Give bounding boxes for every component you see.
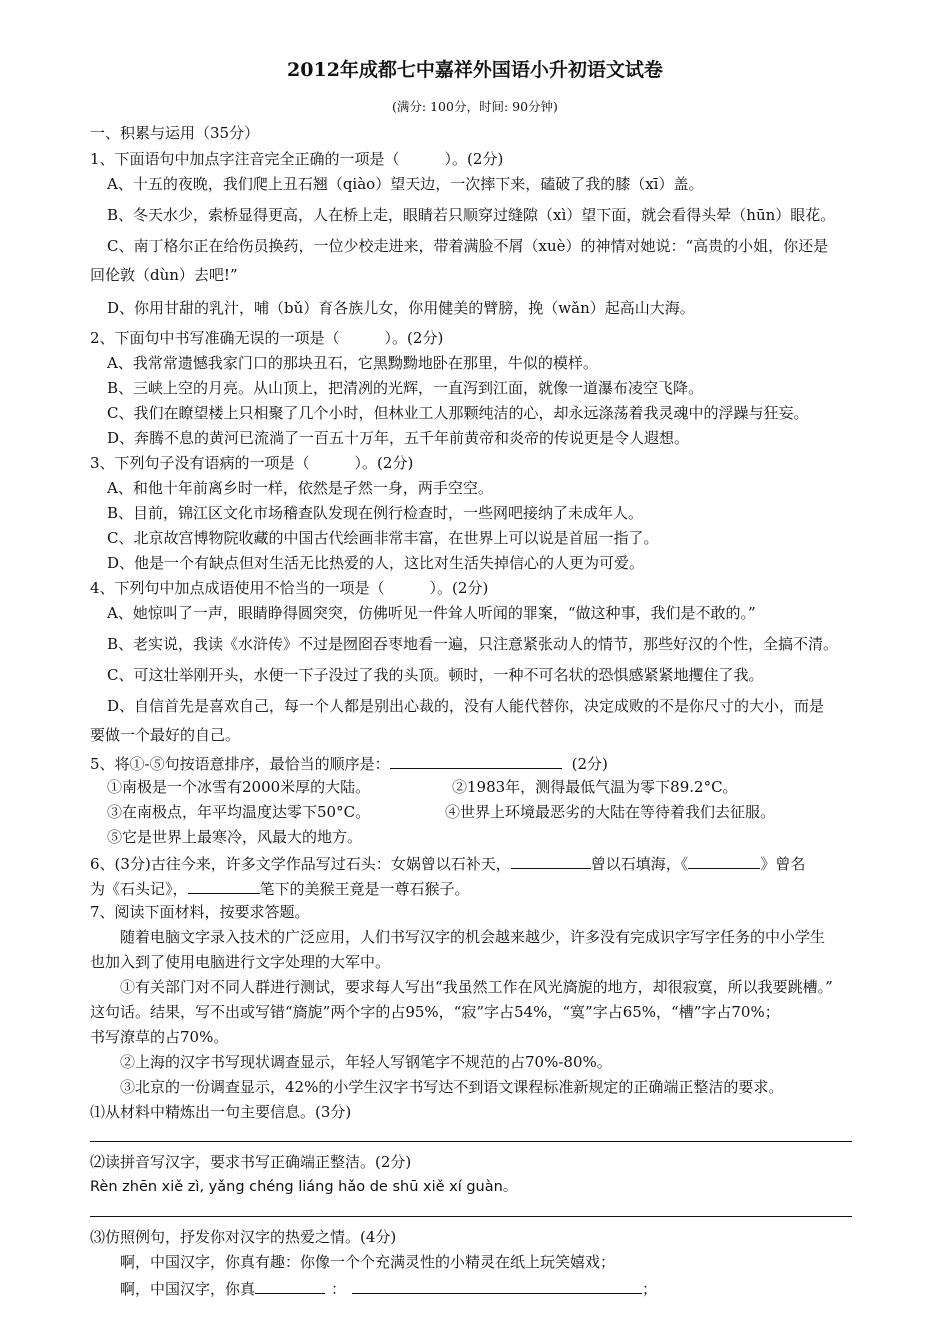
q7-imitation-end: ；	[642, 1280, 658, 1298]
q5-score: (2分)	[571, 755, 608, 773]
q7-stem: 7、阅读下面材料，按要求答题。	[90, 903, 310, 921]
q6-text-2: 曾以石填海，《	[590, 855, 689, 873]
q5-answer-blank[interactable]	[390, 752, 562, 769]
q7-para-4: ③北京的一份调查显示，42%的小学生汉字书写达不到语文课程标准新规定的正确端正整洁的要求。	[120, 1078, 784, 1096]
q1-option-d: D、你用甘甜的乳汁，哺（bǔ）育各族儿女，你用健美的臂膀，挽（wǎn）起高山大海。	[107, 299, 695, 317]
q7-answer-line-2[interactable]	[90, 1216, 852, 1217]
q6-text-5: 笔下的美猴王竟是一尊石猴子。	[259, 880, 470, 898]
q4-option-d-cont: 要做一个最好的自己。	[90, 726, 241, 744]
q3-option-a: A、和他十年前离乡时一样，依然是孑然一身，两手空空。	[107, 479, 493, 497]
q7-imitation-line	[120, 1277, 657, 1299]
q7-imitation-blank-1[interactable]	[255, 1277, 325, 1294]
q7-para-3: ②上海的汉字书写现状调查显示，年轻人写钢笔字不规范的占70%-80%。	[120, 1053, 612, 1071]
q3-option-d: D、他是一个有缺点但对生活无比热爱的人，这比对生活失掉信心的人更为可爱。	[107, 554, 645, 572]
section-heading: 一、积累与运用（35分）	[90, 124, 260, 142]
q5-sentence-1: ①南极是一个冰雪有2000米厚的大陆。	[107, 778, 371, 796]
q1-option-a: A、十五的夜晚，我们爬上丑石翘（qiào）望天边，一次摔下来，磕破了我的膝（xī）盖。	[107, 175, 704, 193]
q6-blank-1[interactable]	[511, 852, 591, 869]
q6-line-1	[90, 852, 805, 874]
q7-imitation-blank-2[interactable]	[352, 1277, 642, 1294]
q5-stem-text: 5、将①-⑤句按语意排序，最恰当的顺序是：	[90, 755, 390, 773]
q3-stem: 3、下列句子没有语病的一项是（ ）。(2分)	[90, 454, 414, 472]
q7-para-2: ①有关部门对不同人群进行测试，要求每人写出“我虽然工作在风光旖旎的地方，却很寂寞，所以我要跳槽。”	[120, 978, 833, 996]
q6-blank-2[interactable]	[688, 852, 760, 869]
q7-sub-3: ⑶仿照例句，抒发你对汉字的热爱之情。(4分)	[90, 1228, 397, 1246]
exam-title: 2012年成都七中嘉祥外国语小升初语文试卷	[287, 59, 663, 81]
q3-option-b: B、目前，锦江区文化市场稽查队发现在例行检查时，一些网吧接纳了未成年人。	[107, 504, 644, 522]
q7-para-2-end: 书写潦草的占70%。	[90, 1028, 229, 1046]
q4-option-d: D、自信首先是喜欢自己，每一个人都是别出心裁的，没有人能代替你，决定成败的不是你尺寸的大小，而是	[107, 697, 825, 715]
q5-stem	[90, 752, 608, 774]
q1-option-b: B、冬天水少，索桥显得更高，人在桥上走，眼睛若只顺穿过缝隙（xì）望下面，就会看得头晕（hūn）眼花。	[107, 206, 836, 224]
q1-stem: 1、下面语句中加点字注音完全正确的一项是（ ）。(2分)	[90, 150, 504, 168]
q1-option-c: C、南丁格尔正在给伤员换药，一位少校走进来，带着满脸不屑（xuè）的神情对她说：“高贵的小姐，你还是	[107, 237, 829, 255]
q5-sentence-5: ⑤它是世界上最寒冷，风最大的地方。	[107, 828, 363, 846]
q6-line-2	[90, 877, 470, 899]
q2-option-b: B、三峡上空的月亮。从山顶上，把清冽的光辉，一直泻到江面，就像一道瀑布凌空飞降。	[107, 379, 704, 397]
q4-option-a: A、她惊叫了一声，眼睛睁得圆突突，仿佛听见一件耸人听闻的罪案，“做这种事，我们是不敢的。”	[107, 604, 756, 622]
q2-option-a: A、我常常遗憾我家门口的那块丑石，它黑黝黝地卧在那里，牛似的模样。	[107, 354, 598, 372]
q4-option-b: B、老实说，我读《水浒传》不过是囫囵吞枣地看一遍，只注意紧张动人的情节，那些好汉的个性，全搞不清。	[107, 635, 839, 653]
q7-imitation-colon: ：	[331, 1280, 347, 1298]
q1-option-c-cont: 回伦敦（dùn）去吧!”	[90, 266, 238, 284]
q2-option-c: C、我们在瞭望楼上只相聚了几个小时，但林业工人那颗纯洁的心，却永远涤荡着我灵魂中的浮躁与狂妄。	[107, 404, 809, 422]
exam-subtitle: (满分: 100分，时间: 90分钟)	[392, 99, 558, 114]
q6-text-4: 为《石头记》，	[90, 880, 188, 898]
q7-sub-2: ⑵读拼音写汉字，要求书写正确端正整洁。(2分)	[90, 1153, 412, 1171]
q7-para-1-cont: 也加入到了使用电脑进行文字处理的大军中。	[90, 953, 391, 971]
q6-blank-3[interactable]	[188, 877, 260, 894]
q5-sentence-4: ④世界上环境最恶劣的大陆在等待着我们去征服。	[445, 803, 776, 821]
q3-option-c: C、北京故宫博物院收藏的中国古代绘画非常丰富，在世界上可以说是首屈一指了。	[107, 529, 659, 547]
q2-option-d: D、奔腾不息的黄河已流淌了一百五十万年，五千年前黄帝和炎帝的传说更是令人遐想。	[107, 429, 690, 447]
q6-text-3: 》曾名	[760, 855, 806, 873]
q7-sub-1: ⑴从材料中精炼出一句主要信息。(3分)	[90, 1103, 352, 1121]
q5-sentence-3: ③在南极点，年平均温度达零下50°C。	[107, 803, 371, 821]
q7-para-2-cont: 这句话。结果，写不出或写错“旖旎”两个字的占95%，“寂”字占54%，“寞”字占65%，“槽”字占70%；	[90, 1003, 780, 1021]
q7-pinyin: Rèn zhēn xiě zì, yǎng chéng liáng hǎo de shū xiě xí guàn。	[90, 1179, 518, 1195]
q2-stem: 2、下面句中书写准确无误的一项是（ ）。(2分)	[90, 329, 444, 347]
q4-option-c: C、可这壮举刚开头，水便一下子没过了我的头顶。顿时，一种不可名状的恐惧感紧紧地攫住了我。	[107, 666, 764, 684]
q7-para-1: 随着电脑文字录入技术的广泛应用，人们书写汉字的机会越来越少，许多没有完成识字写字任务的中小学生	[120, 928, 826, 946]
q5-sentence-2: ②1983年，测得最低气温为零下89.2°C。	[452, 778, 738, 796]
q7-example: 啊，中国汉字，你真有趣：你像一个个充满灵性的小精灵在纸上玩笑嬉戏；	[120, 1253, 616, 1271]
q4-stem: 4、下列句中加点成语使用不恰当的一项是（ ）。(2分)	[90, 579, 489, 597]
q7-answer-line-1[interactable]	[90, 1141, 852, 1142]
q6-text-1: 6、(3分)古往今来，许多文学作品写过石头：女娲曾以石补天，	[90, 855, 511, 873]
q7-imitation-prefix: 啊，中国汉字，你真	[120, 1280, 256, 1298]
